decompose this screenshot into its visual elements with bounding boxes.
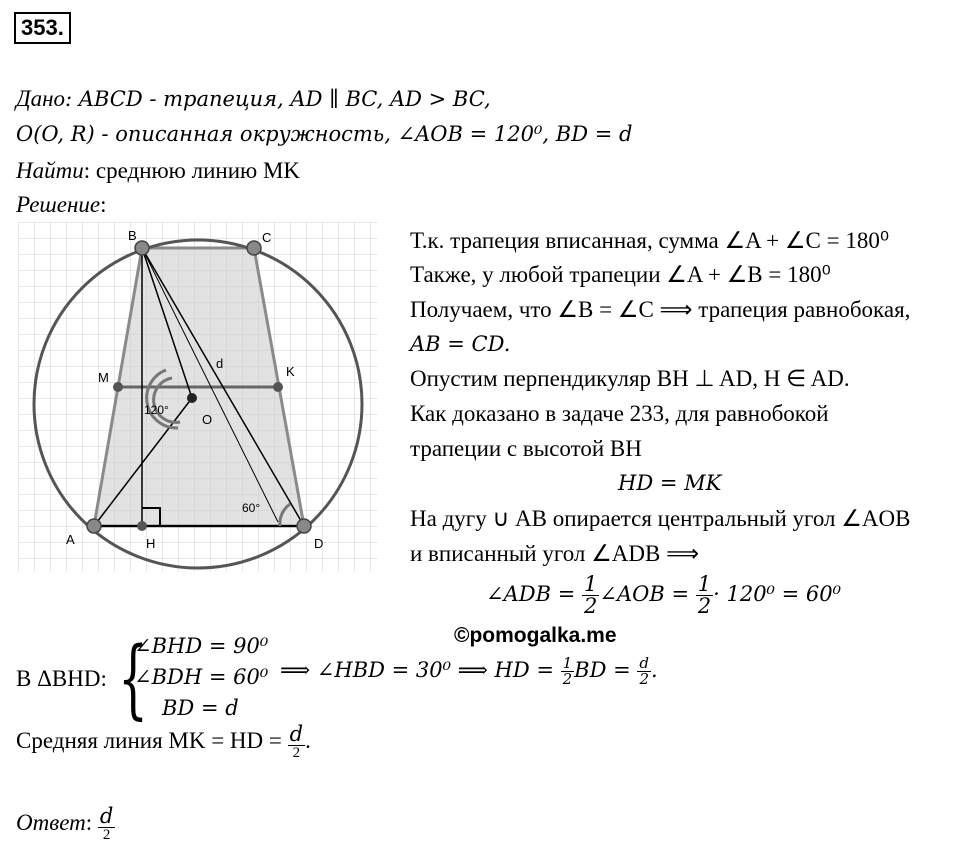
answer-line: Ответ: $\frac{d}{2}$ bbox=[16, 804, 114, 843]
right-line-7: трапеции с высотой BH bbox=[410, 436, 642, 461]
point-b bbox=[135, 241, 149, 255]
right-line-9: На дугу ∪ AB опирается центральный угол ∠AOB bbox=[410, 506, 911, 531]
right-line-5: Опустим перпендикуляр BH ⊥ AD, H ∈ AD. bbox=[410, 366, 850, 391]
system-row-3: BD = d bbox=[162, 696, 239, 720]
given-line-2: O(O, R) - описанная окружность, ∠AOB = 120⁰, BD = d bbox=[16, 122, 633, 146]
trapezoid-figure bbox=[18, 222, 378, 572]
find-line bbox=[16, 158, 300, 184]
problem-number: 353. bbox=[14, 12, 71, 44]
given-line-1 bbox=[16, 86, 491, 112]
label-segment-d: d bbox=[216, 356, 224, 371]
right-line-4: AB = CD. bbox=[410, 332, 511, 356]
label-h: H bbox=[146, 536, 156, 551]
right-line-8: HD = MK bbox=[618, 471, 722, 495]
triangle-prefix: В ΔBHD: bbox=[16, 666, 107, 691]
right-line-2: Также, у любой трапеции ∠A + ∠B = 180⁰ bbox=[410, 262, 831, 287]
label-o: O bbox=[202, 412, 213, 427]
label-d: D bbox=[314, 536, 324, 551]
label-c: C bbox=[262, 230, 272, 245]
point-o bbox=[187, 393, 197, 403]
triangle-conclusion: ⟹ ∠HBD = 30⁰ ⟹ HD = $\frac{1}{2}$ BD = $\frac{d}{2}$ . bbox=[280, 654, 658, 688]
system-row-2: ∠BDH = 60⁰ bbox=[134, 665, 269, 689]
fraction-answer: $\frac{d}{2}$ bbox=[99, 804, 114, 843]
fraction-midline: $\frac{d}{2}$ bbox=[289, 722, 304, 761]
label-k: K bbox=[286, 364, 295, 379]
point-h bbox=[137, 521, 147, 531]
label-angle-60: 60° bbox=[242, 501, 261, 515]
point-m bbox=[113, 382, 123, 392]
system-brace: { bbox=[118, 629, 149, 729]
label-b: B bbox=[128, 228, 137, 243]
fraction-half-1: $\frac{1}{2}$ bbox=[584, 572, 598, 618]
system-row-1: ∠BHD = 90⁰ bbox=[134, 634, 269, 658]
given-text-1: : ABCD - трапеция, AD ∥ BC, AD > BC, bbox=[65, 87, 491, 111]
fraction-d-over-2: $\frac{d}{2}$ bbox=[639, 654, 650, 688]
fraction-half-3: $\frac{1}{2}$ bbox=[562, 654, 573, 688]
right-line-6: Как доказано в задаче 233, для равнобокой bbox=[410, 401, 829, 426]
fraction-half-2: $\frac{1}{2}$ bbox=[697, 572, 712, 618]
label-m: M bbox=[98, 370, 109, 385]
find-label: Найти bbox=[16, 158, 84, 183]
solution-heading: Решение: bbox=[16, 192, 107, 217]
midline-result: Средняя линия MK = HD = $\frac{d}{2}$ . bbox=[16, 722, 311, 761]
given-label: Дано bbox=[16, 86, 66, 111]
right-line-3: Получаем, что ∠B = ∠C ⟹ трапеция равнобокая, bbox=[410, 297, 911, 322]
find-text: : среднюю линию MK bbox=[83, 158, 301, 183]
formula-adb: ∠ADB = $\frac{1}{2}$ ∠AOB = $\frac{1}{2}$ · 120⁰ = 60⁰ bbox=[486, 572, 842, 618]
watermark: ©pomogalka.me bbox=[454, 624, 617, 647]
label-angle-120: 120° bbox=[144, 403, 169, 417]
right-line-10: и вписанный угол ∠ADB ⟹ bbox=[410, 541, 700, 566]
solution-label: Решение bbox=[16, 192, 101, 217]
point-a bbox=[87, 519, 101, 533]
point-d bbox=[297, 519, 311, 533]
answer-label: Ответ bbox=[16, 809, 86, 835]
point-k bbox=[273, 382, 283, 392]
point-c bbox=[247, 241, 261, 255]
label-a: A bbox=[66, 532, 75, 547]
right-line-1: Т.к. трапеция вписанная, сумма ∠A + ∠C = 180⁰ bbox=[410, 228, 890, 253]
